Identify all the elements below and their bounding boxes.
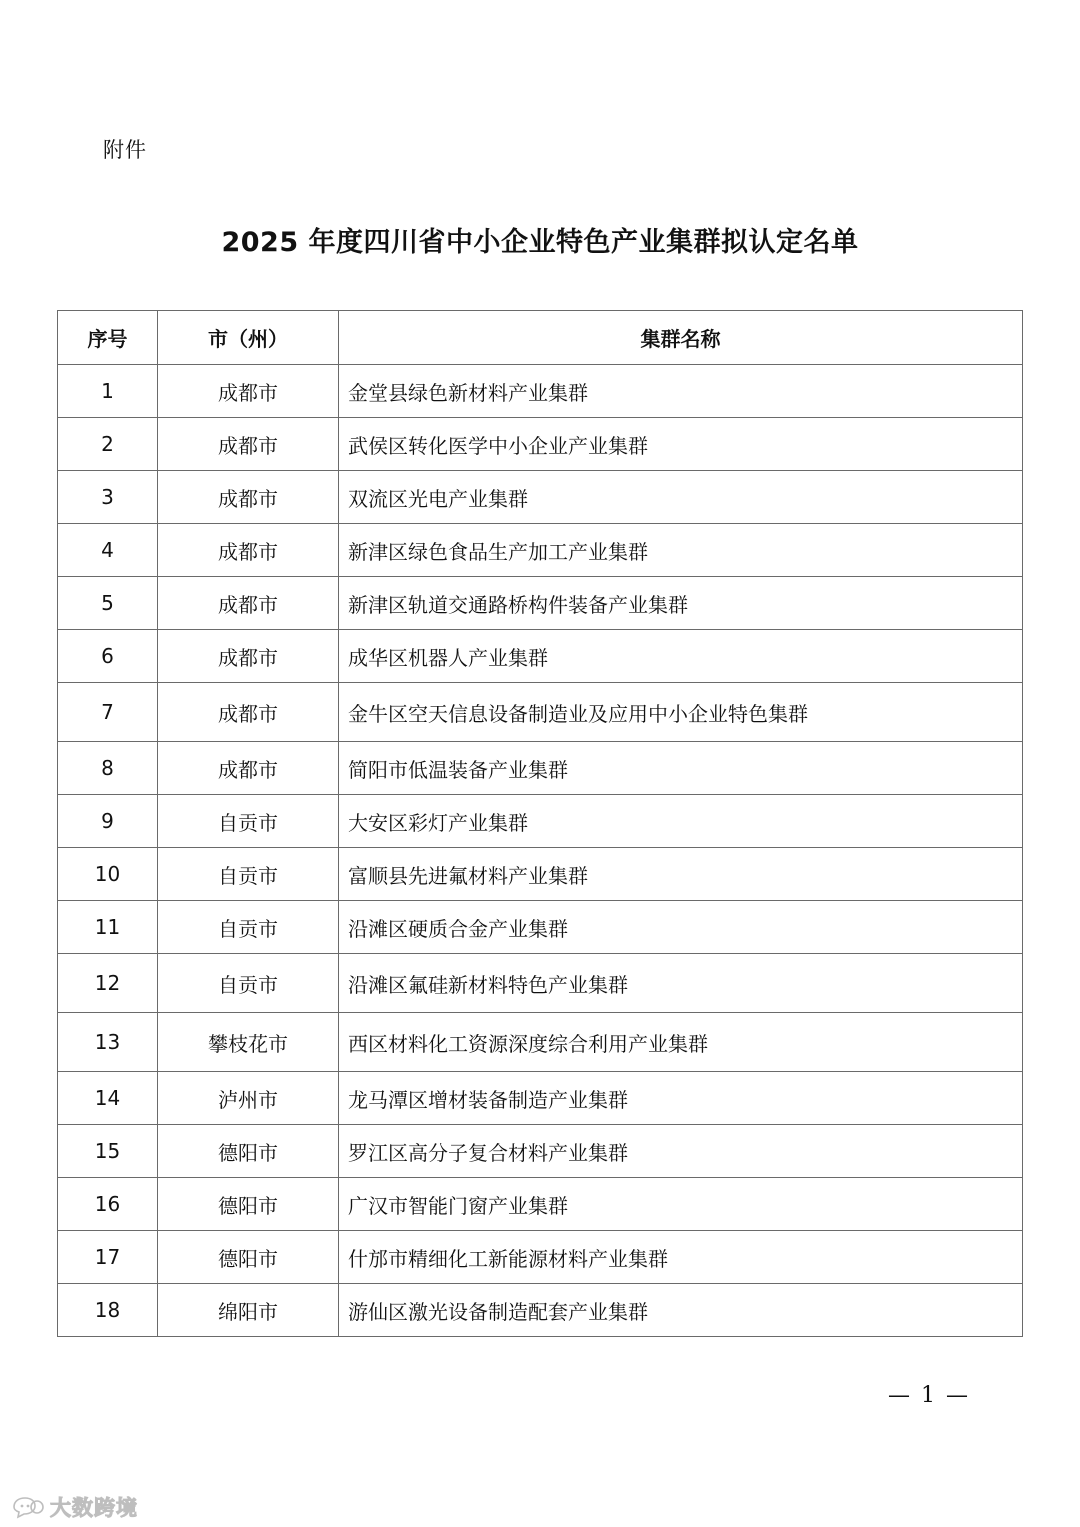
cell-city: 自贡市 [158, 901, 339, 954]
cell-no: 6 [58, 630, 158, 683]
cell-no: 4 [58, 524, 158, 577]
cell-name: 武侯区转化医学中小企业产业集群 [339, 418, 1023, 471]
cell-no: 11 [58, 901, 158, 954]
cell-no: 1 [58, 365, 158, 418]
table-row [58, 954, 1023, 1013]
cell-name: 龙马潭区增材装备制造产业集群 [339, 1072, 1023, 1125]
cell-city: 成都市 [158, 471, 339, 524]
table-row [58, 471, 1023, 524]
cell-city: 成都市 [158, 365, 339, 418]
cell-name: 什邡市精细化工新能源材料产业集群 [339, 1231, 1023, 1284]
chat-bubble-logo-icon [10, 1495, 46, 1519]
page-number: — 1 — [888, 1383, 970, 1408]
cell-no: 12 [58, 954, 158, 1013]
page-title: 2025 年度四川省中小企业特色产业集群拟认定名单 [221, 227, 859, 258]
cell-no: 14 [58, 1072, 158, 1125]
table-row [58, 1178, 1023, 1231]
cell-city: 成都市 [158, 742, 339, 795]
cell-name: 双流区光电产业集群 [339, 471, 1023, 524]
cell-city: 成都市 [158, 630, 339, 683]
column-header-city: 市（州） [158, 311, 339, 365]
column-header-name: 集群名称 [339, 311, 1023, 365]
cell-city: 攀枝花市 [158, 1013, 339, 1072]
cell-city: 绵阳市 [158, 1284, 339, 1337]
cell-no: 18 [58, 1284, 158, 1337]
watermark-text: 大数跨境 [50, 1496, 138, 1520]
table-row [58, 795, 1023, 848]
cluster-table [57, 310, 1023, 1337]
cell-no: 10 [58, 848, 158, 901]
cell-city: 成都市 [158, 577, 339, 630]
cell-city: 德阳市 [158, 1125, 339, 1178]
table-row [58, 1284, 1023, 1337]
cell-no: 8 [58, 742, 158, 795]
cell-no: 16 [58, 1178, 158, 1231]
cell-name: 新津区绿色食品生产加工产业集群 [339, 524, 1023, 577]
cell-city: 德阳市 [158, 1178, 339, 1231]
attachment-label: 附件 [103, 138, 147, 162]
cell-city: 成都市 [158, 683, 339, 742]
cell-city: 德阳市 [158, 1231, 339, 1284]
table-row [58, 1072, 1023, 1125]
table-row [58, 1231, 1023, 1284]
table-header-row [58, 311, 1023, 365]
cell-name: 简阳市低温装备产业集群 [339, 742, 1023, 795]
cell-no: 7 [58, 683, 158, 742]
table-row [58, 365, 1023, 418]
cell-no: 3 [58, 471, 158, 524]
cell-city: 自贡市 [158, 848, 339, 901]
table-body [58, 365, 1023, 1337]
cell-no: 9 [58, 795, 158, 848]
table-row [58, 742, 1023, 795]
cell-name: 成华区机器人产业集群 [339, 630, 1023, 683]
cell-name: 沿滩区硬质合金产业集群 [339, 901, 1023, 954]
cell-name: 大安区彩灯产业集群 [339, 795, 1023, 848]
column-header-no: 序号 [58, 311, 158, 365]
table-row [58, 577, 1023, 630]
cell-city: 自贡市 [158, 954, 339, 1013]
table-row [58, 524, 1023, 577]
cell-name: 西区材料化工资源深度综合利用产业集群 [339, 1013, 1023, 1072]
cell-city: 成都市 [158, 524, 339, 577]
cell-city: 成都市 [158, 418, 339, 471]
cell-name: 金牛区空天信息设备制造业及应用中小企业特色集群 [339, 683, 1023, 742]
cell-name: 金堂县绿色新材料产业集群 [339, 365, 1023, 418]
table-row [58, 683, 1023, 742]
cell-name: 广汉市智能门窗产业集群 [339, 1178, 1023, 1231]
cell-name: 富顺县先进氟材料产业集群 [339, 848, 1023, 901]
cell-name: 游仙区激光设备制造配套产业集群 [339, 1284, 1023, 1337]
cell-name: 新津区轨道交通路桥构件装备产业集群 [339, 577, 1023, 630]
table-row [58, 418, 1023, 471]
cell-name: 罗江区高分子复合材料产业集群 [339, 1125, 1023, 1178]
cell-city: 自贡市 [158, 795, 339, 848]
table-row [58, 630, 1023, 683]
table-row [58, 1013, 1023, 1072]
cell-name: 沿滩区氟硅新材料特色产业集群 [339, 954, 1023, 1013]
cell-no: 17 [58, 1231, 158, 1284]
table-row [58, 848, 1023, 901]
cell-no: 13 [58, 1013, 158, 1072]
table-row [58, 1125, 1023, 1178]
cell-no: 5 [58, 577, 158, 630]
table-row [58, 901, 1023, 954]
cell-no: 2 [58, 418, 158, 471]
cell-no: 15 [58, 1125, 158, 1178]
watermark [10, 1492, 138, 1522]
cell-city: 泸州市 [158, 1072, 339, 1125]
